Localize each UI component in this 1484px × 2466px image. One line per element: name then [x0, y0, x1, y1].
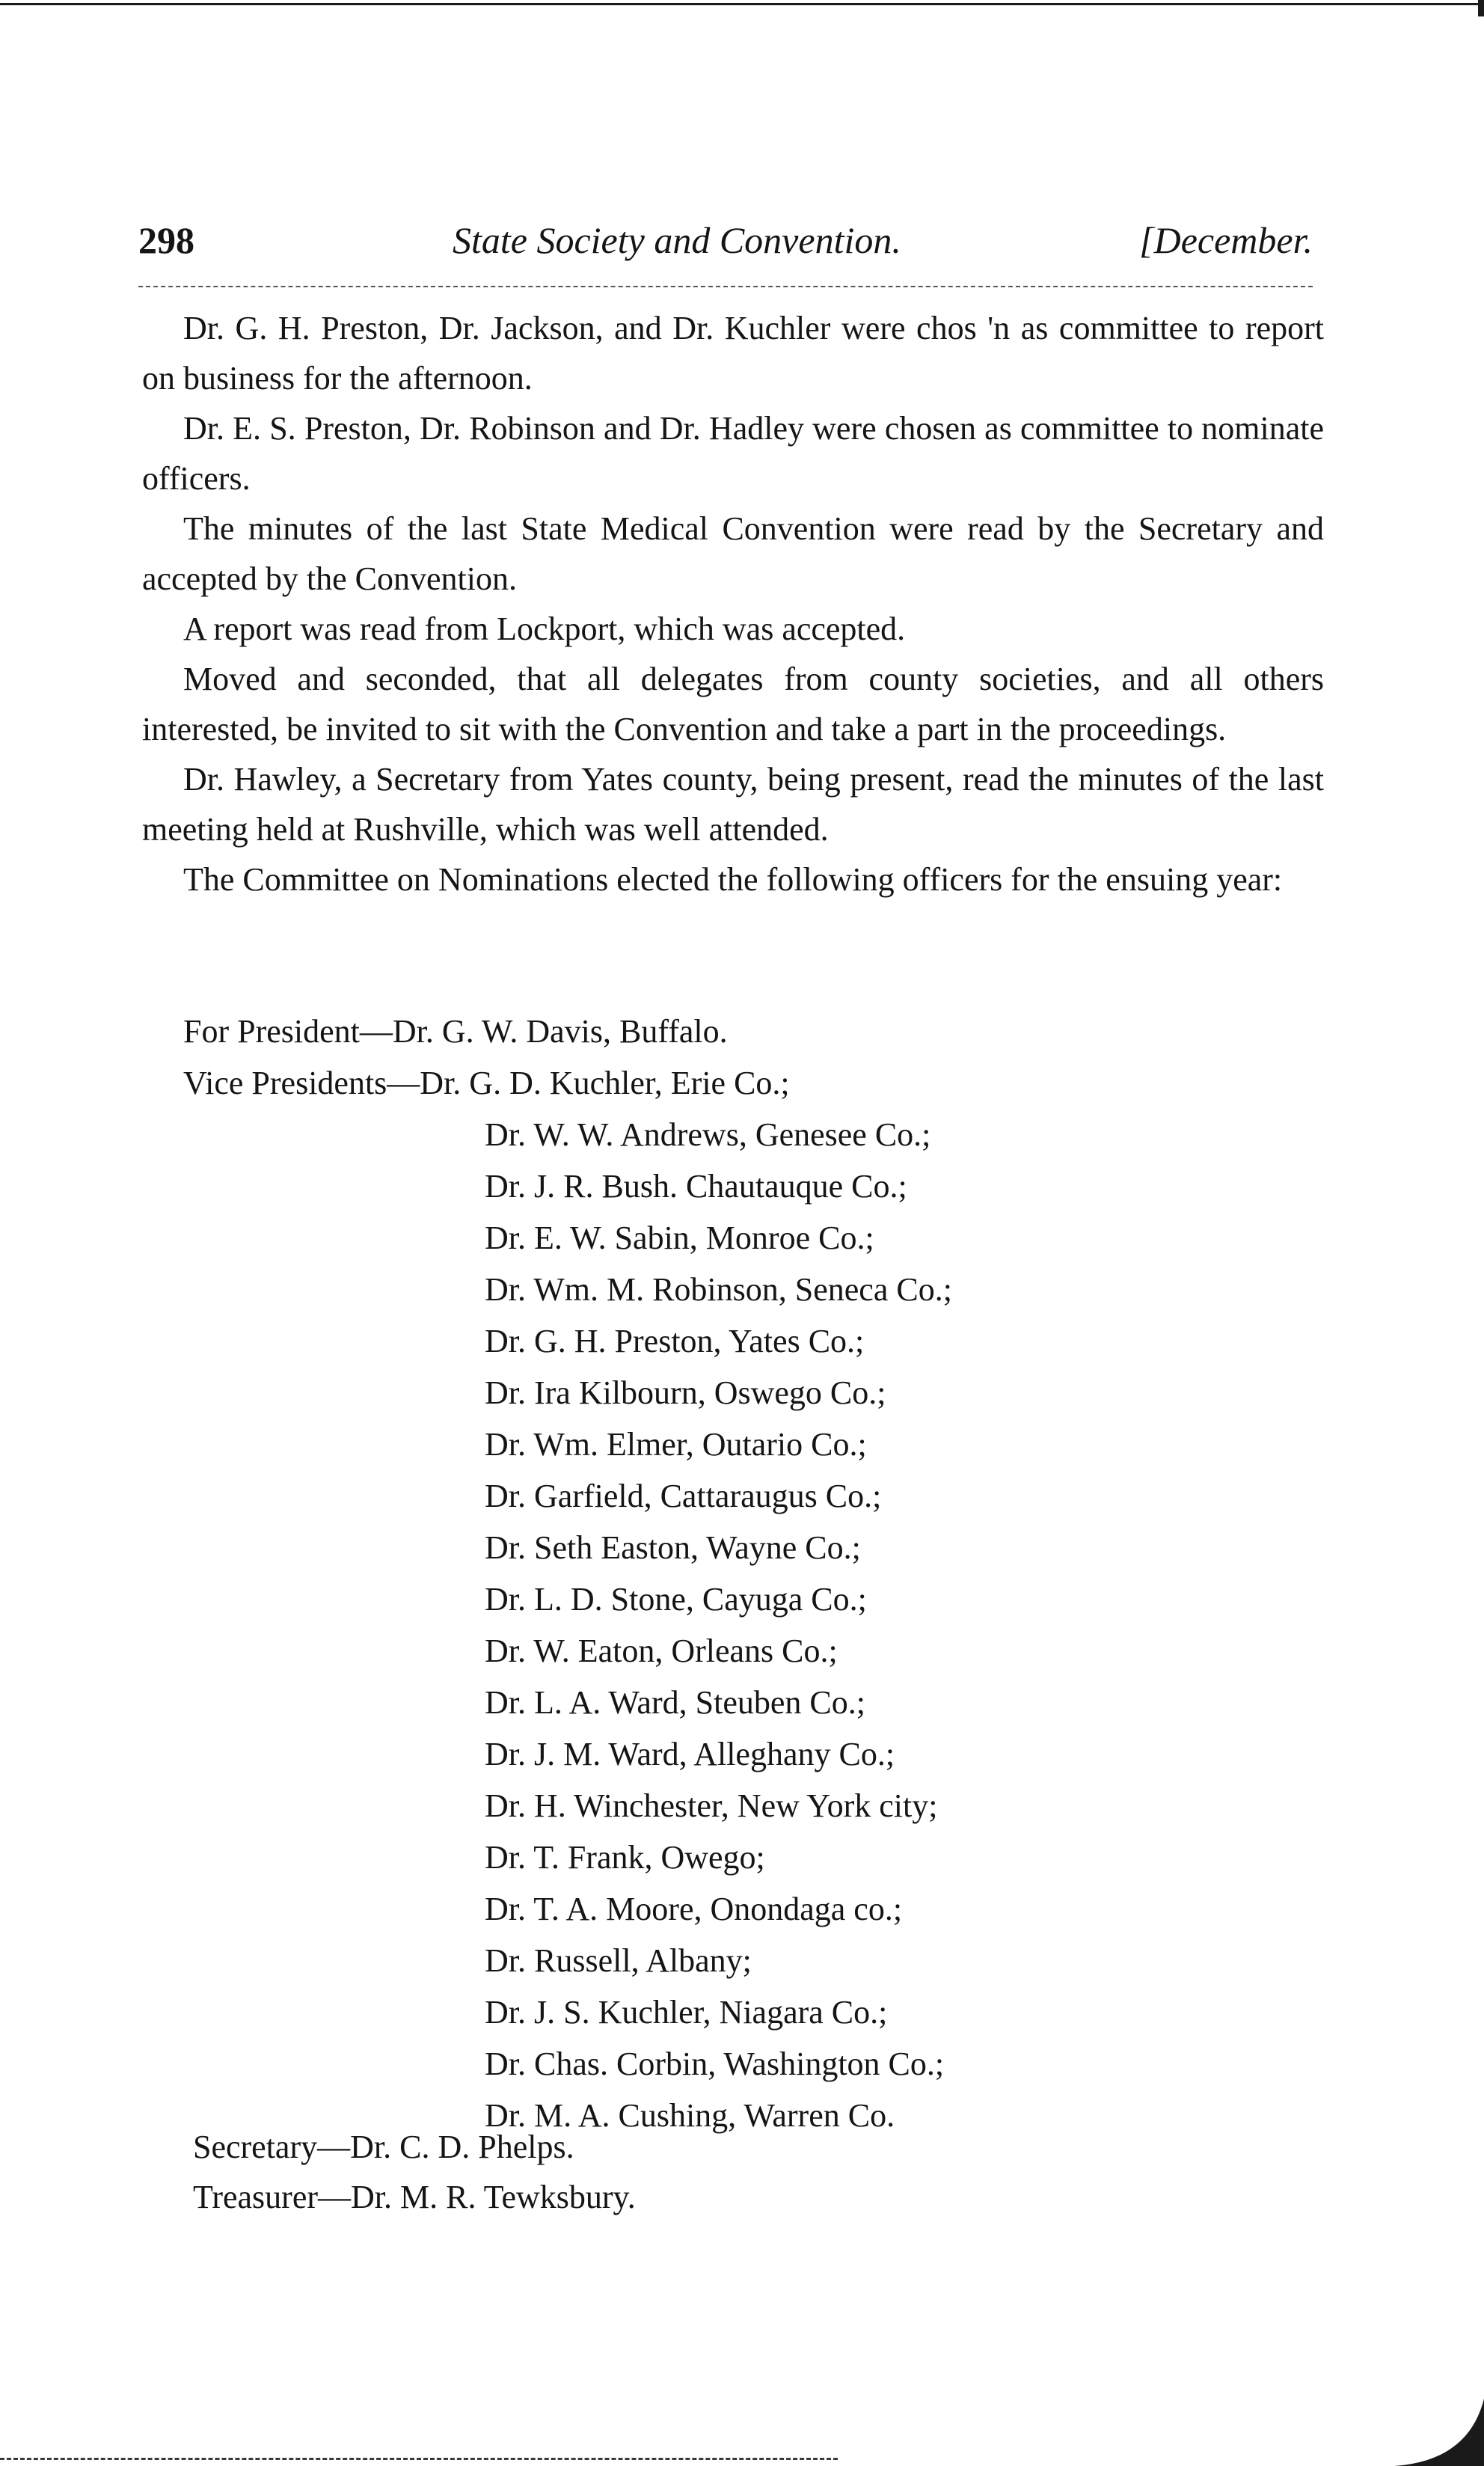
- paragraph: The minutes of the last State Medical Convention were read by the Secretary and accepted by the Convention.: [142, 510, 1324, 597]
- scan-bottom-edge: [0, 2458, 838, 2462]
- list-item: Dr. Ira Kilbourn, Oswego Co.;: [485, 1374, 886, 1411]
- list-item: Dr. Chas. Corbin, Washington Co.;: [485, 2046, 945, 2082]
- list-item: Dr. Russell, Albany;: [485, 1942, 752, 1979]
- list-item: Dr. T. Frank, Owego;: [485, 1839, 765, 1876]
- list-item: Dr. M. A. Cushing, Warren Co.: [485, 2097, 895, 2134]
- vice-presidents-list: [485, 1109, 952, 2141]
- running-title: State Society and Convention.: [453, 219, 901, 261]
- body-text: [142, 303, 1324, 905]
- paragraph: Dr. G. H. Preston, Dr. Jackson, and Dr. Kuchler were chos 'n as committee to report on business for the afternoon.: [142, 310, 1324, 397]
- page-curl-shadow: [1394, 2399, 1484, 2466]
- secretary-treasurer: [193, 2122, 636, 2222]
- scan-top-edge: [0, 3, 1484, 5]
- officers-heading: [183, 1006, 790, 1109]
- list-item: Dr. Wm. M. Robinson, Seneca Co.;: [485, 1271, 952, 1308]
- scan-corner-mark: [1478, 0, 1484, 16]
- list-item: Dr. L. A. Ward, Steuben Co.;: [485, 1684, 865, 1721]
- page-number: 298: [138, 219, 194, 261]
- list-item: Dr. H. Winchester, New York city;: [485, 1787, 938, 1824]
- header-month: [December.: [1139, 219, 1313, 261]
- list-item: Dr. W. W. Andrews, Genesee Co.;: [485, 1116, 931, 1153]
- list-item: Dr. J. R. Bush. Chautauque Co.;: [485, 1168, 907, 1205]
- list-item: Dr. J. S. Kuchler, Niagara Co.;: [485, 1994, 888, 2031]
- paragraph: A report was read from Lockport, which was accepted.: [183, 611, 906, 647]
- list-item: Dr. Wm. Elmer, Outario Co.;: [485, 1426, 867, 1463]
- treasurer-line: Treasurer—Dr. M. R. Tewksbury.: [193, 2179, 636, 2215]
- list-item: Dr. Garfield, Cattaraugus Co.;: [485, 1478, 882, 1514]
- paragraph: Dr. Hawley, a Secretary from Yates county, being present, read the minutes of the last meeting held at Rushville, which was well attended.: [142, 761, 1324, 848]
- list-item: Dr. L. D. Stone, Cayuga Co.;: [485, 1581, 867, 1618]
- header-rule: [138, 286, 1313, 287]
- list-item: Dr. W. Eaton, Orleans Co.;: [485, 1633, 838, 1669]
- list-item: Dr. Seth Easton, Wayne Co.;: [485, 1529, 861, 1566]
- secretary-line: Secretary—Dr. C. D. Phelps.: [193, 2129, 574, 2165]
- running-header: [138, 218, 1313, 263]
- president-line: For President—Dr. G. W. Davis, Buffalo.: [183, 1013, 728, 1050]
- list-item: Dr. G. H. Preston, Yates Co.;: [485, 1323, 865, 1359]
- list-item: Dr. T. A. Moore, Onondaga co.;: [485, 1891, 903, 1927]
- paragraph: The Committee on Nominations elected the following officers for the ensuing year:: [183, 861, 1283, 898]
- paragraph: Dr. E. S. Preston, Dr. Robinson and Dr. Hadley were chosen as committee to nominate officers.: [142, 410, 1324, 497]
- paragraph: Moved and seconded, that all delegates from county societies, and all others interested, be invited to sit with the Convention and take a part in the proceedings.: [142, 661, 1324, 747]
- vice-presidents-label: Vice Presidents—Dr. G. D. Kuchler, Erie Co.;: [183, 1064, 790, 1101]
- list-item: Dr. E. W. Sabin, Monroe Co.;: [485, 1220, 874, 1256]
- list-item: Dr. J. M. Ward, Alleghany Co.;: [485, 1736, 895, 1772]
